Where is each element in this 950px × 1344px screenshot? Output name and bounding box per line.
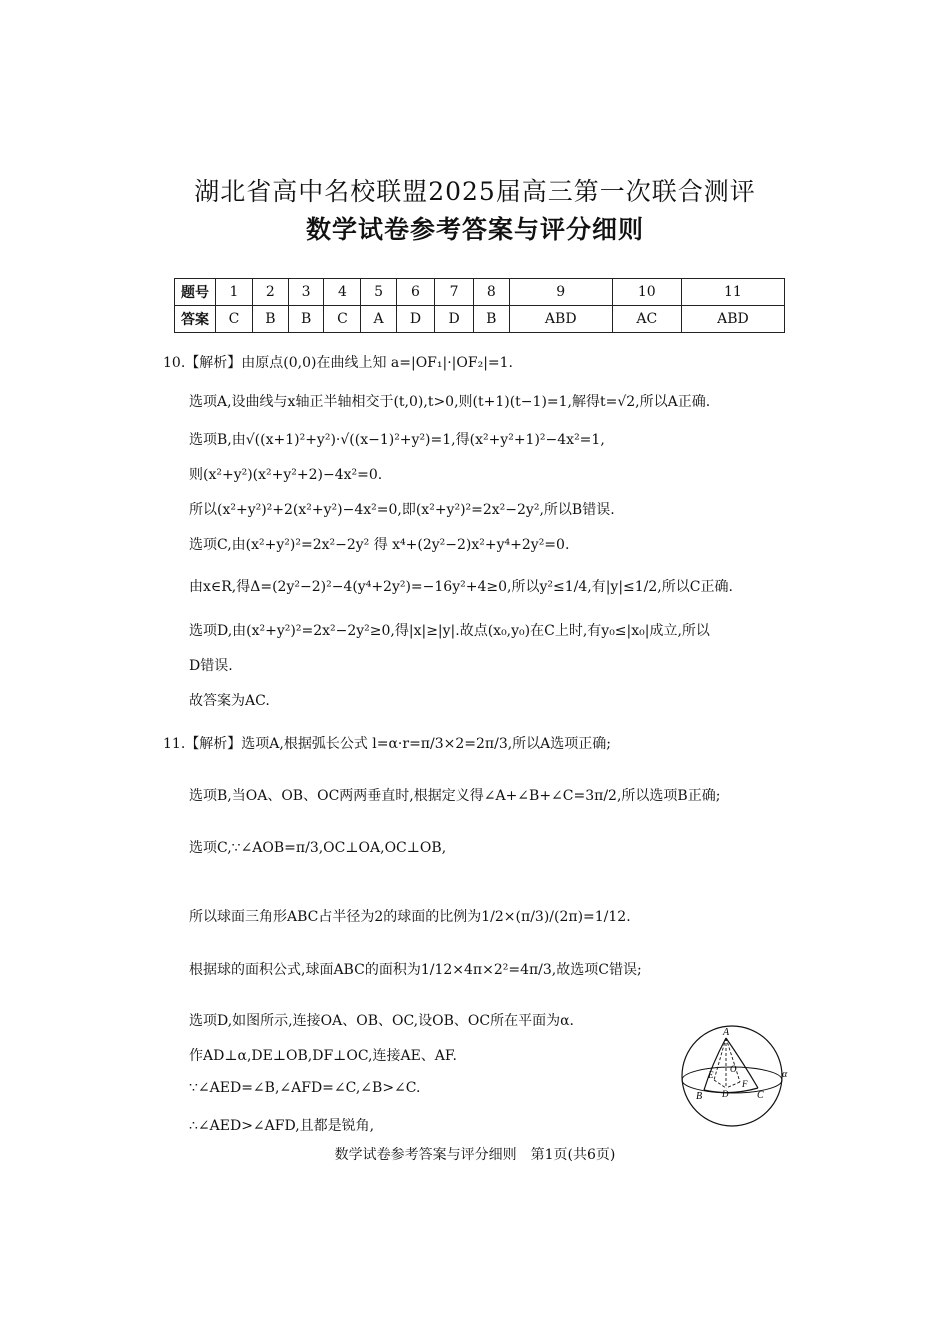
q10-line: 选项B,由√((x+1)²+y²)·√((x−1)²+y²)=1,得(x²+y²+1)²−4x²=1, xyxy=(189,432,605,448)
q10-line: 选项A,设曲线与x轴正半轴相交于(t,0),t>0,则(t+1)(t−1)=1,解得t=√2,所以A正确. xyxy=(189,394,711,410)
table-cell: 7 xyxy=(435,279,474,306)
q10-line: 选项C,由(x²+y²)²=2x²−2y² 得 x⁴+(2y²−2)x²+y⁴+2y²=0. xyxy=(189,537,570,553)
table-header-number: 题号 xyxy=(175,279,216,306)
q11-line: 根据球的面积公式,球面ABC的面积为1/12×4π×2²=4π/3,故选项C错误; xyxy=(189,962,642,978)
table-cell: C xyxy=(324,306,361,333)
table-header-answer: 答案 xyxy=(175,306,216,333)
table-cell: 6 xyxy=(396,279,435,306)
q10-line: 所以(x²+y²)²+2(x²+y²)−4x²=0,即(x²+y²)²=2x²−2y²,所以B错误. xyxy=(189,502,615,518)
table-row-numbers xyxy=(175,279,785,306)
q10-line: 选项D,由(x²+y²)²=2x²−2y²≥0,得|x|≥|y|.故点(x₀,y₀)在C上时,有y₀≤|x₀|成立,所以 xyxy=(189,623,710,639)
sphere-diagram xyxy=(668,1024,798,1128)
q11-line: 选项C,∵∠AOB=π/3,OC⊥OA,OC⊥OB, xyxy=(189,840,447,856)
figure-label: O xyxy=(730,1064,737,1074)
q11-line: 作AD⊥α,DE⊥OB,DF⊥OC,连接AE、AF. xyxy=(189,1048,457,1064)
table-cell: 8 xyxy=(473,279,509,306)
figure-label: B xyxy=(696,1091,703,1102)
answer-table xyxy=(174,278,785,333)
table-cell: 10 xyxy=(612,279,681,306)
table-cell: ABD xyxy=(681,306,784,333)
table-cell: B xyxy=(288,306,324,333)
q11-line: ∵∠AED=∠B,∠AFD=∠C,∠B>∠C. xyxy=(189,1080,421,1096)
figure-label: D xyxy=(722,1089,729,1099)
q11-line: 选项B,当OA、OB、OC两两垂直时,根据定义得∠A+∠B+∠C=3π/2,所以选项B正确; xyxy=(189,788,721,804)
table-cell: D xyxy=(435,306,474,333)
q10-line: D错误. xyxy=(189,658,233,674)
table-cell: B xyxy=(473,306,509,333)
table-cell: ABD xyxy=(509,306,612,333)
table-cell: C xyxy=(216,306,253,333)
table-cell: A xyxy=(361,306,396,333)
table-cell: 4 xyxy=(324,279,361,306)
table-cell: 3 xyxy=(288,279,324,306)
q11-line: ∴∠AED>∠AFD,且都是锐角, xyxy=(189,1118,375,1134)
table-cell: 5 xyxy=(361,279,396,306)
q10-line: 10.【解析】由原点(0,0)在曲线上知 a=|OF₁|·|OF₂|=1. xyxy=(163,355,513,371)
q10-line: 故答案为AC. xyxy=(189,693,270,709)
table-cell: AC xyxy=(612,306,681,333)
figure-label: C xyxy=(757,1090,764,1101)
figure-label: A xyxy=(723,1027,730,1038)
figure-label: F xyxy=(742,1079,748,1089)
page-footer: 数学试卷参考答案与评分细则 第1页(共6页) xyxy=(334,1147,616,1163)
table-cell: 11 xyxy=(681,279,784,306)
table-cell: D xyxy=(396,306,435,333)
table-row-answers xyxy=(175,306,785,333)
table-cell: B xyxy=(253,306,289,333)
q11-line: 所以球面三角形ABC占半径为2的球面的比例为1/2×(π/3)/(2π)=1/12. xyxy=(189,909,631,925)
q11-line: 选项D,如图所示,连接OA、OB、OC,设OB、OC所在平面为α. xyxy=(189,1013,574,1029)
q10-line: 由x∈R,得Δ=(2y²−2)²−4(y⁴+2y²)=−16y²+4≥0,所以y²≤1/4,有|y|≤1/2,所以C正确. xyxy=(189,579,733,595)
figure-label: α xyxy=(782,1069,788,1080)
q10-line: 则(x²+y²)(x²+y²+2)−4x²=0. xyxy=(189,467,383,483)
page-title: 湖北省高中名校联盟2025届高三第一次联合测评 xyxy=(194,177,756,206)
table-cell: 1 xyxy=(216,279,253,306)
table-cell: 2 xyxy=(253,279,289,306)
page-subtitle: 数学试卷参考答案与评分细则 xyxy=(305,215,644,244)
q11-line: 11.【解析】选项A,根据弧长公式 l=α·r=π/3×2=2π/3,所以A选项正确; xyxy=(163,736,612,752)
figure-label: E xyxy=(708,1070,714,1080)
table-cell: 9 xyxy=(509,279,612,306)
